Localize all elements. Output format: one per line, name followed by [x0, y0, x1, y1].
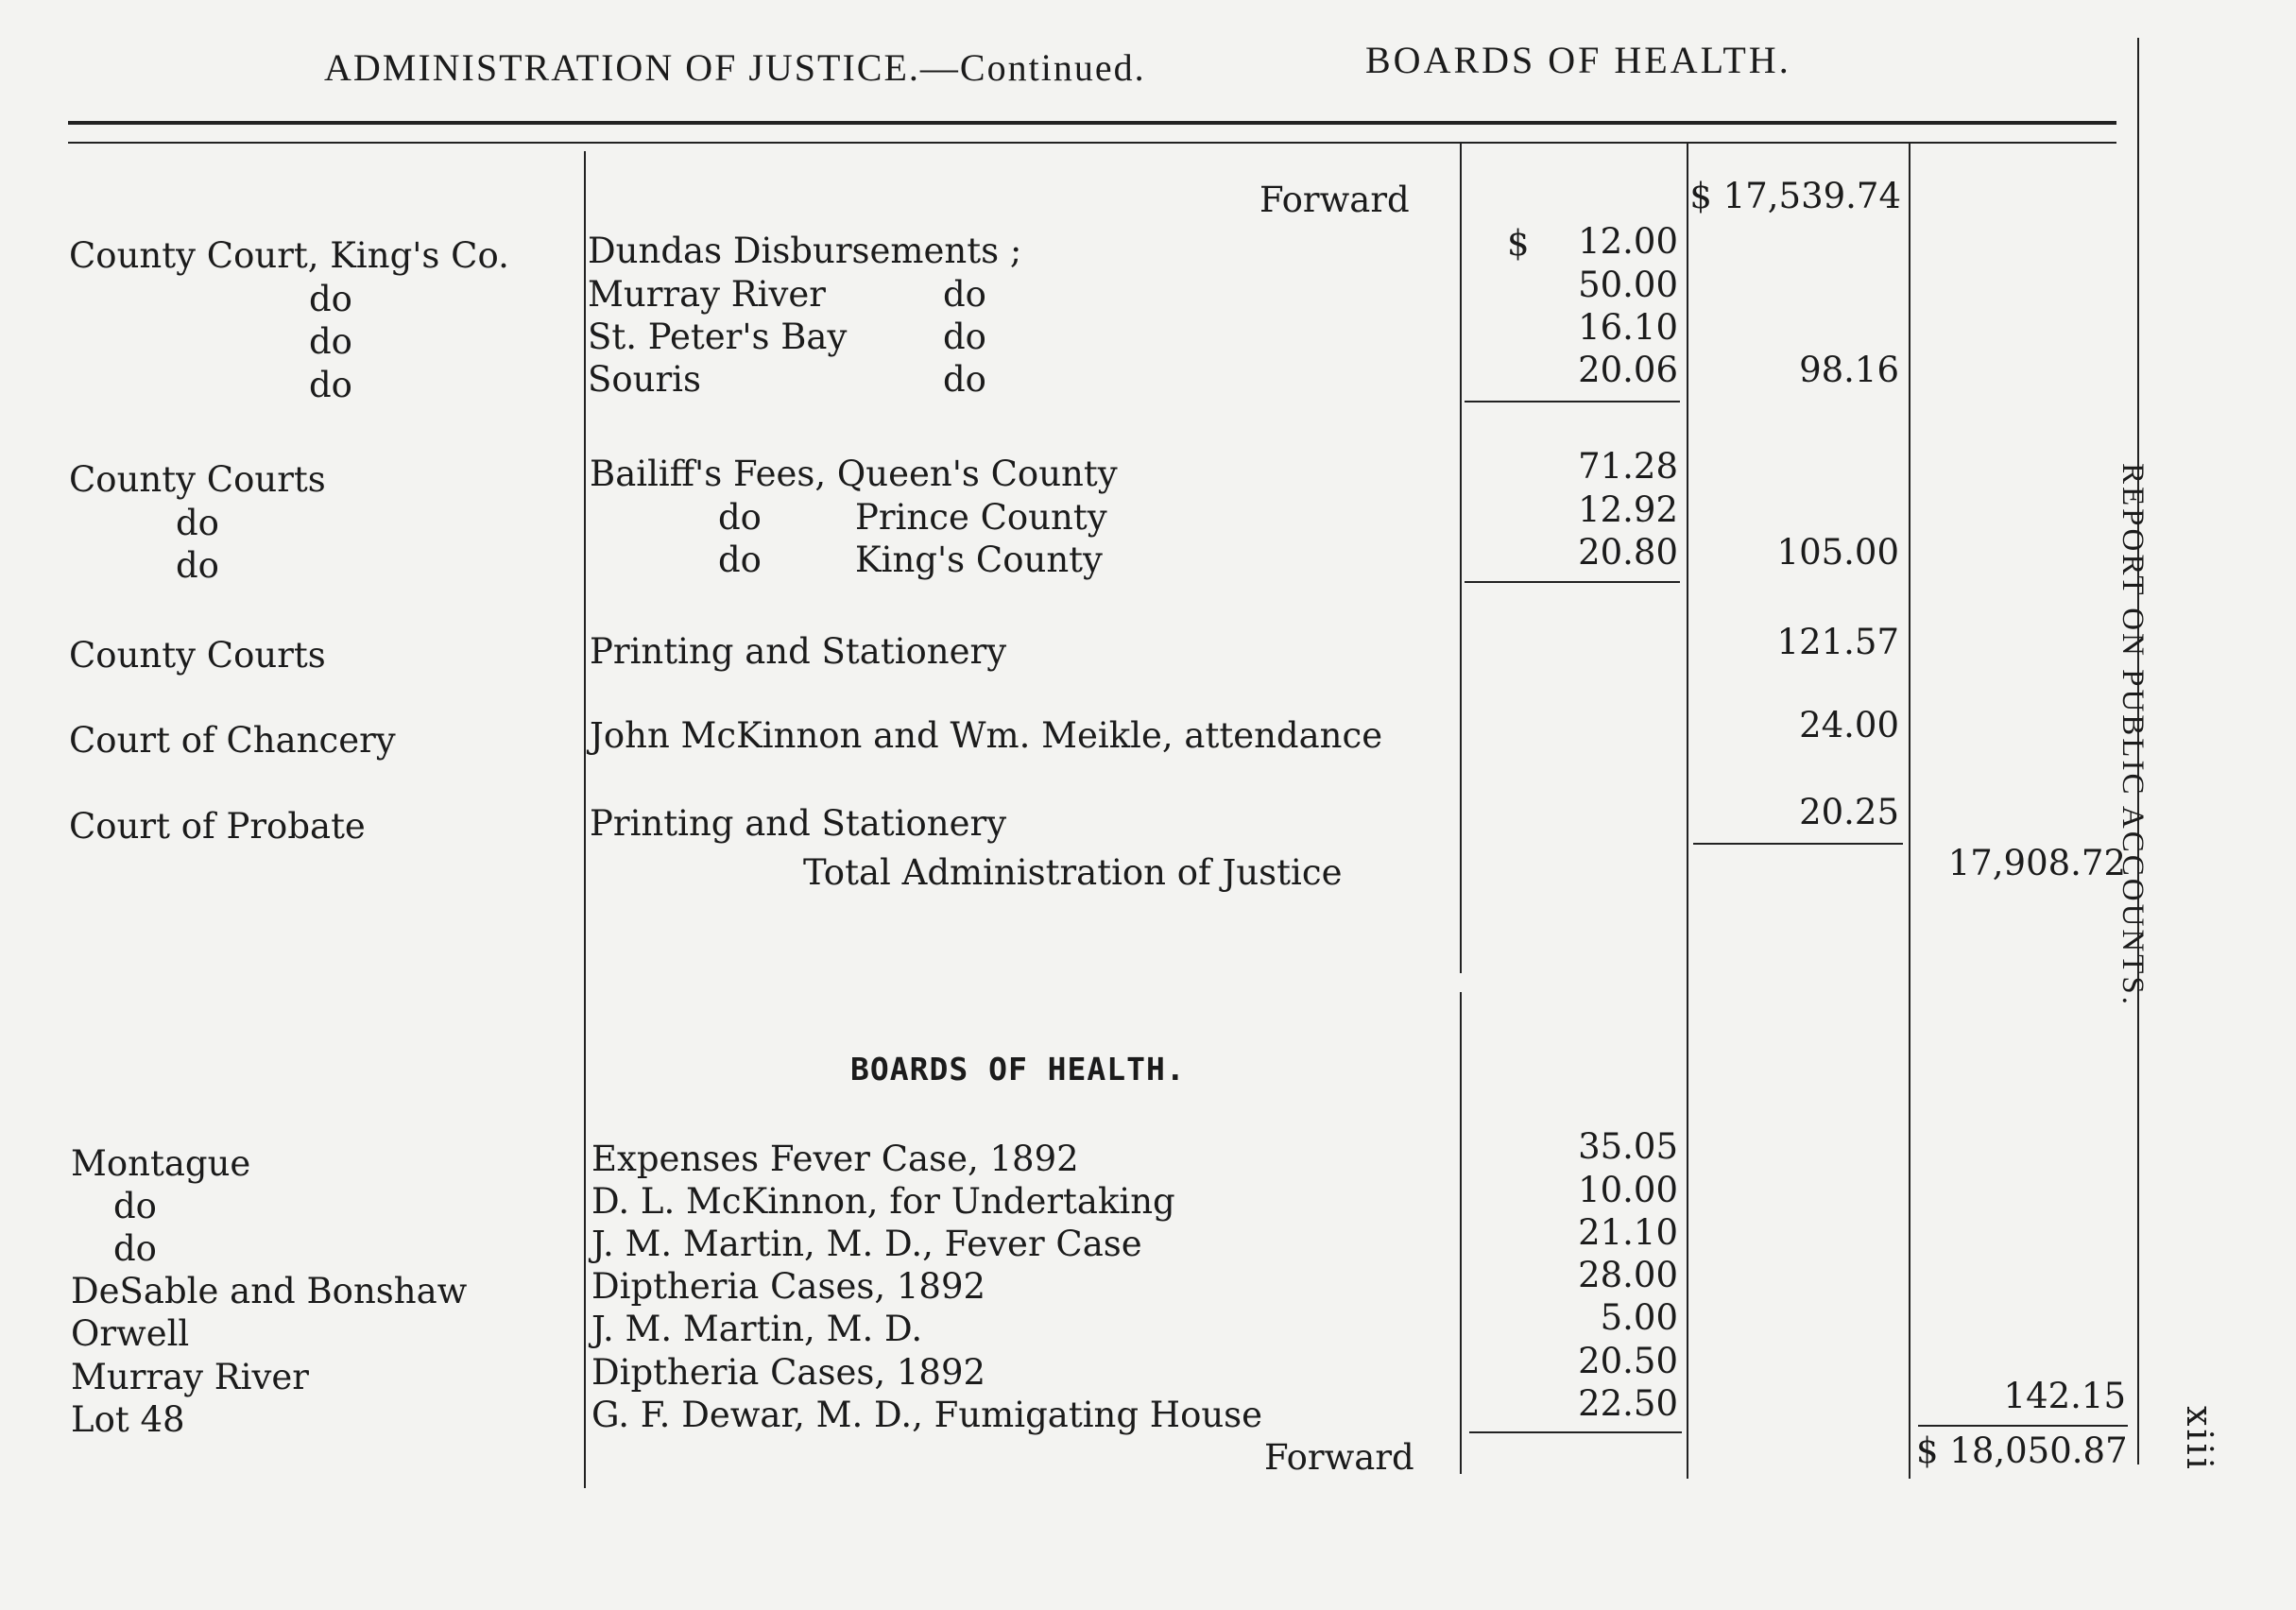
- place-name: do: [113, 1228, 157, 1269]
- entry-description: Printing and Stationery: [590, 631, 1007, 672]
- amount: 20.50: [1578, 1341, 1678, 1381]
- entry-description: Printing and Stationery: [590, 803, 1007, 844]
- forward-label-bottom: Forward: [1264, 1437, 1414, 1478]
- forward-label-top: Forward: [1259, 180, 1410, 220]
- court-name: Court of Probate: [69, 806, 366, 847]
- subtotal-rule: [1465, 401, 1680, 402]
- forward-amount-bottom: $ 18,050.87: [1916, 1430, 2128, 1471]
- entry-description: Expenses Fever Case, 1892: [591, 1139, 1079, 1179]
- amount: 71.28: [1578, 446, 1678, 487]
- column-rule-subtotal: [1909, 142, 1910, 1479]
- currency-sign: $: [1507, 223, 1530, 264]
- ditto-mark: do: [718, 497, 762, 538]
- place-name: DeSable and Bonshaw: [71, 1271, 468, 1311]
- place-name: do: [113, 1186, 157, 1226]
- boards-heading: BOARDS OF HEALTH.: [850, 1051, 1186, 1088]
- amount: 22.50: [1578, 1383, 1678, 1424]
- header-right: BOARDS OF HEALTH.: [1365, 39, 1791, 81]
- header-rule-thick: [68, 121, 2116, 125]
- ditto-mark: do: [943, 317, 986, 357]
- court-name: County Court, King's Co.: [69, 235, 509, 276]
- entry-description: John McKinnon and Wm. Meikle, attendance: [590, 715, 1383, 756]
- column-rule-amount-right: [1687, 142, 1688, 1479]
- entry-description: Souris: [588, 359, 701, 400]
- total-justice-amount: 17,908.72: [1947, 843, 2126, 883]
- subtotal-rule: [1465, 581, 1680, 583]
- amount: 5.00: [1600, 1297, 1678, 1338]
- entry-description: Diptheria Cases, 1892: [591, 1266, 986, 1307]
- entry-description: J. M. Martin, M. D., Fever Case: [591, 1224, 1142, 1264]
- subtotal: 105.00: [1776, 532, 1899, 573]
- court-name: Court of Chancery: [69, 720, 396, 761]
- entry-description: Prince County: [855, 497, 1107, 538]
- amount: 50.00: [1578, 265, 1678, 305]
- header-left: ADMINISTRATION OF JUSTICE.—Continued.: [324, 46, 1146, 89]
- side-title: REPORT ON PUBLIC ACCOUNTS.: [2116, 463, 2150, 1007]
- amount: 20.80: [1578, 532, 1678, 573]
- court-name: do: [176, 503, 219, 543]
- total-justice-label: Total Administration of Justice: [803, 852, 1343, 893]
- subtotal: 20.25: [1799, 792, 1899, 832]
- boards-total: 142.15: [2003, 1376, 2126, 1416]
- subtotal-rule: [1693, 843, 1903, 845]
- court-name: do: [309, 365, 352, 405]
- forward-amount-top: $ 17,539.74: [1689, 176, 1901, 216]
- entry-description: Diptheria Cases, 1892: [591, 1352, 986, 1393]
- amount: 10.00: [1578, 1170, 1678, 1210]
- court-name: do: [309, 279, 352, 319]
- amount: 16.10: [1578, 307, 1678, 348]
- amount: 20.06: [1578, 350, 1678, 390]
- subtotal: 121.57: [1776, 622, 1899, 662]
- entry-description: St. Peter's Bay: [588, 317, 848, 357]
- column-rule-description: [584, 151, 586, 1488]
- place-name: Orwell: [71, 1313, 190, 1354]
- column-rule-amount-left-lower: [1460, 992, 1462, 1474]
- entry-description: D. L. McKinnon, for Undertaking: [591, 1181, 1175, 1222]
- amount: 12.00: [1578, 221, 1678, 262]
- header-rule-thin: [68, 142, 2116, 144]
- entry-description: J. M. Martin, M. D.: [591, 1309, 923, 1349]
- place-name: Lot 48: [71, 1399, 185, 1440]
- court-name: do: [309, 321, 352, 362]
- entry-description: G. F. Dewar, M. D., Fumigating House: [591, 1395, 1263, 1435]
- amount: 28.00: [1578, 1255, 1678, 1295]
- entry-description: King's County: [855, 540, 1103, 580]
- place-name: Murray River: [71, 1357, 309, 1397]
- entry-description: Dundas Disbursements ;: [588, 231, 1022, 271]
- place-name: Montague: [71, 1143, 251, 1184]
- court-name: County Courts: [69, 635, 326, 676]
- entry-description: Bailiff's Fees, Queen's County: [590, 454, 1118, 494]
- subtotal: 98.16: [1799, 350, 1899, 390]
- boards-amount-rule: [1469, 1431, 1682, 1433]
- court-name: do: [176, 545, 219, 586]
- ditto-mark: do: [943, 359, 986, 400]
- amount: 21.10: [1578, 1212, 1678, 1253]
- amount: 35.05: [1578, 1126, 1678, 1167]
- grand-total-rule: [1918, 1425, 2128, 1427]
- subtotal: 24.00: [1799, 705, 1899, 745]
- ditto-mark: do: [718, 540, 762, 580]
- entry-description: Murray River: [588, 274, 826, 315]
- ditto-mark: do: [943, 274, 986, 315]
- page-number: xiii: [2179, 1406, 2220, 1472]
- court-name: County Courts: [69, 459, 326, 500]
- amount: 12.92: [1578, 489, 1678, 530]
- column-rule-amount-left-upper: [1460, 142, 1462, 973]
